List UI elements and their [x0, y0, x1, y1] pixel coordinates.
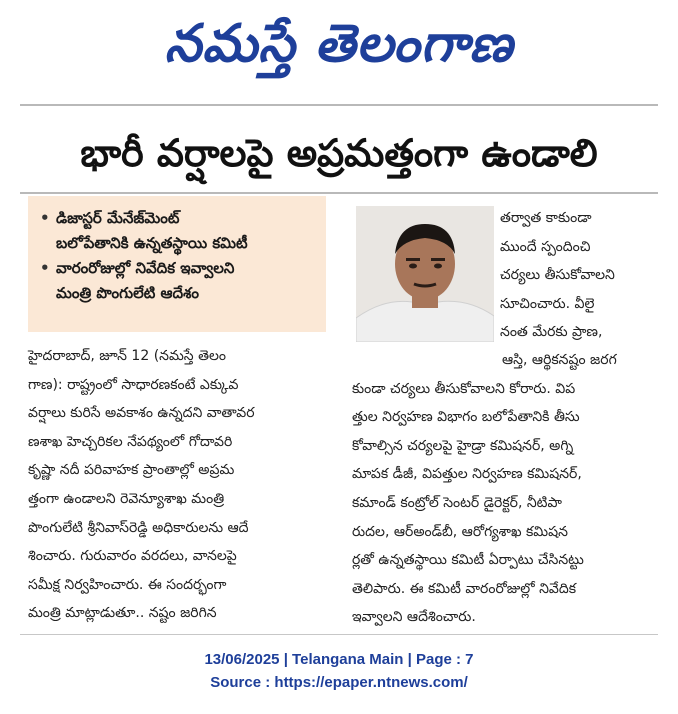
article-headline: భారీ వర్షాలపై అప్రమత్తంగా ఉండాలి	[80, 131, 598, 175]
minister-photo	[356, 206, 494, 342]
bullet-icon: •	[40, 209, 50, 227]
footer-divider	[20, 634, 658, 635]
highlight-line: మంత్రి పొంగులేటి ఆదేశం	[56, 284, 199, 302]
body-line: గాణ): రాష్ట్రంలో సాధారణకంటే ఎక్కువ	[28, 376, 239, 393]
body-line: పొంగులేటి శ్రీనివాస్‌రెడ్డి అధికారులను ఆదే	[28, 519, 249, 536]
bullet-icon: •	[40, 259, 50, 277]
headline-divider	[20, 192, 658, 194]
highlight-line: వారంరోజుల్లో నివేదిక ఇవ్వాలని	[56, 259, 235, 277]
body-line: మాపక డీజీ, విపత్తుల నిర్వహణ కమిషనర్,	[352, 466, 582, 483]
body-line: సమీక్ష నిర్వహించారు. ఈ సందర్భంగా	[28, 576, 227, 593]
body-line: కుండా చర్యలు తీసుకోవాలని కోరారు. విప	[352, 380, 576, 397]
masthead-divider	[20, 104, 658, 106]
body-line: త్తంగా ఉండాలని రెవెన్యూశాఖ మంత్రి	[28, 490, 225, 507]
body-line: ఆస్తి, ఆర్థికనష్టం జరగ	[502, 352, 617, 368]
body-line: శించారు. గురువారం వరదలు, వానలపై	[28, 548, 237, 565]
body-line: ఇవ్వాలని ఆదేశించారు.	[352, 609, 476, 626]
body-line: హైదరాబాద్, జూన్ 12 (నమస్తే తెలం	[28, 348, 226, 364]
body-line: తెలిపారు. ఈ కమిటీ వారంరోజుల్లో నివేదిక	[352, 580, 577, 597]
page-footer	[0, 648, 678, 694]
article-body-right-top	[500, 204, 658, 347]
body-line: వర్షాలు కురిసే అవకాశం ఉన్నదని వాతావర	[28, 405, 255, 422]
highlight-line: డిజాస్టర్ మేనేజ్‌మెంట్	[56, 209, 180, 227]
highlight-line: బలోపేతానికి ఉన్నతస్థాయి కమిటీ	[56, 234, 248, 252]
body-line: కోవాల్సిన చర్యలపై హైడ్రా కమిషనర్, అగ్ని	[352, 437, 574, 454]
body-line: కమాండ్ కంట్రోల్ సెంటర్ డైరెక్టర్, నీటిపా	[352, 494, 562, 511]
body-line: ర్లతో ఉన్నతస్థాయి కమిటీ ఏర్పాటు చేసినట్టు	[352, 552, 584, 569]
body-line: ణశాఖ హెచ్చరికల నేపథ్యంలో గోదావరి	[28, 433, 233, 450]
body-line: త్తుల నిర్వహణ విభాగం బలోపేతానికి తీసు	[352, 409, 580, 426]
body-line: సూచించారు. వీలై	[500, 295, 595, 312]
source-link[interactable]: Source : https://epaper.ntnews.com/	[210, 674, 468, 691]
highlights-box	[28, 196, 326, 332]
edition-info: 13/06/2025 | Telangana Main | Page : 7	[204, 651, 474, 668]
masthead	[0, 0, 678, 100]
newspaper-logo: నమస్తే తెలంగాణ	[164, 13, 514, 74]
body-line: రుదల, ఆర్‌అండ్‌బీ, ఆరోగ్యశాఖ కమిషన	[352, 523, 568, 540]
body-line: కృష్ణా నదీ పరివాహక ప్రాంతాల్లో అప్రమ	[28, 462, 235, 479]
portrait-image	[356, 206, 494, 342]
body-line: తర్వాత కాకుండా	[500, 210, 592, 226]
article-body-left	[28, 342, 324, 628]
body-line: మంత్రి మాట్లాడుతూ.. నష్టం జరిగిన	[28, 605, 217, 622]
body-line: నంత మేరకు ప్రాణ,	[500, 324, 603, 341]
article-body-right	[352, 346, 658, 632]
highlight-item	[40, 256, 320, 306]
highlight-item	[40, 206, 320, 256]
body-line: చర్యలు తీసుకోవాలని	[500, 267, 615, 284]
body-line: ముందే స్పందించి	[500, 238, 591, 255]
